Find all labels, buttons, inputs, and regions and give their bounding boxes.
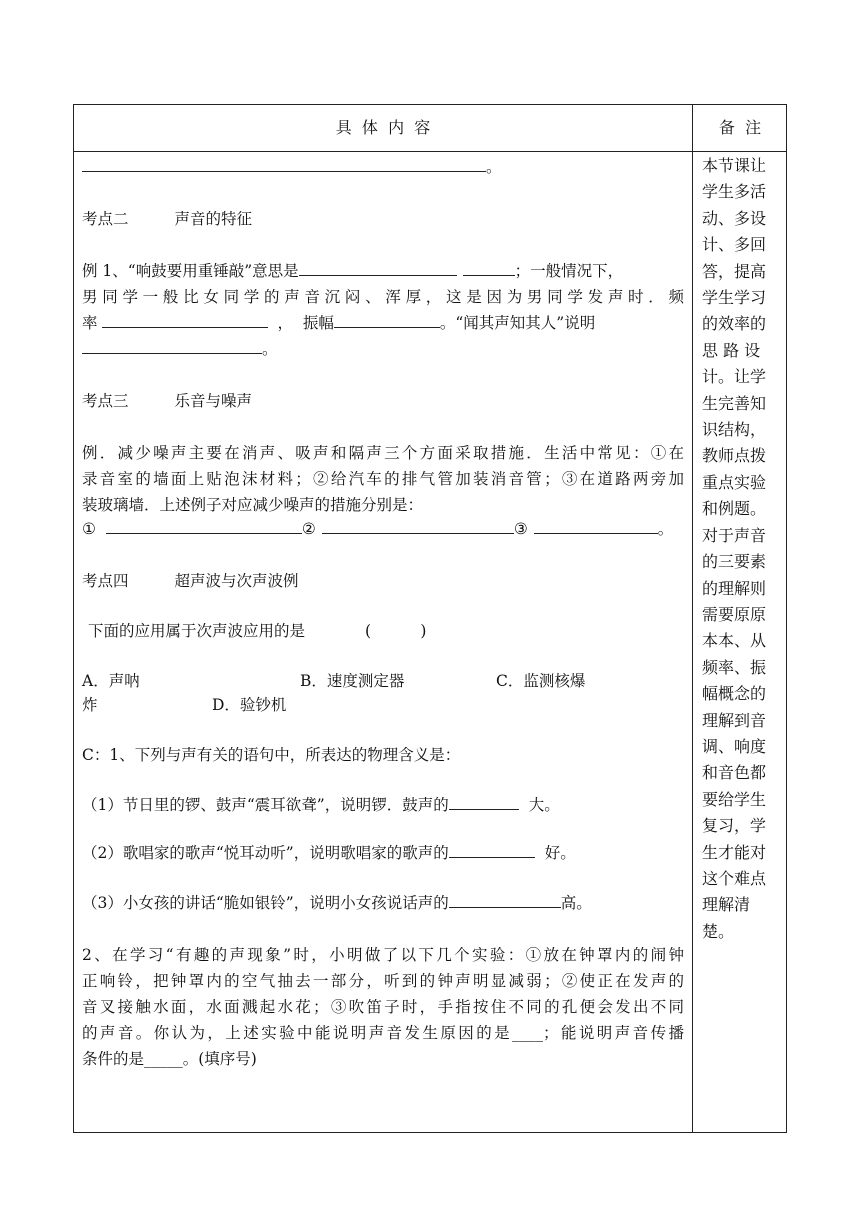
notes-cell <box>702 153 780 945</box>
note-line: 这个难点 <box>702 868 767 888</box>
note-line: 理解清 <box>702 895 751 915</box>
note-line: 和音色都 <box>702 763 767 783</box>
example1-line4: 。 <box>82 337 278 359</box>
section-heading-kp2: 考点二 声音的特征 <box>82 210 253 228</box>
problem2-line1: 2、在学习“有趣的声现象”时，小明做了以下几个实验：①放在钟罩内的闹钟 <box>82 946 684 964</box>
section-heading-kp3: 考点三 乐音与噪声 <box>82 392 253 410</box>
answer-line-continuation: 。 <box>82 155 502 177</box>
example1-line2: 男同学一般比女同学的声音沉闷、浑厚，这是因为男同学发声时．频 <box>82 288 684 306</box>
note-line: 本节课让 <box>702 156 767 175</box>
option-c: C．监测核爆 <box>496 672 586 690</box>
item-1: （1）节日里的锣、鼓声“震耳欲聋”，说明锣．鼓声的 大。 <box>82 796 560 814</box>
note-line: 重点实验 <box>702 472 767 492</box>
note-line: 答，提高 <box>702 261 767 281</box>
note-line: 识结构， <box>702 420 767 440</box>
note-line: 计、多回 <box>702 235 767 255</box>
notes-column-header: 备 注 <box>718 118 762 137</box>
question-stem: 下面的应用属于次声波应用的是 ( ) <box>88 622 427 640</box>
note-line: 理解到音 <box>702 710 767 730</box>
section-heading-kp4: 考点四 超声波与次声波例 <box>82 572 299 590</box>
example2-line2: 录音室的墙面上贴泡沫材料；②给汽车的排气管加装消音管；③在道路两旁加 <box>82 470 684 488</box>
option-b: B．速度测定器 <box>300 672 405 690</box>
c-section-heading: C：1、下列与声有关的语句中，所表达的物理含义是： <box>82 746 461 764</box>
note-line: 和例题。 <box>702 499 767 519</box>
problem2-line4: 的声音。你认为，上述实验中能说明声音发生原因的是____；能说明声音传播 <box>82 1024 684 1042</box>
note-line: 幅概念的 <box>702 684 767 704</box>
example2-answers: ① ② ③ 。 <box>82 520 674 538</box>
example2-line3: 装玻璃墙．上述例子对应减少噪声的措施分别是： <box>82 496 424 514</box>
option-c-continued: 炸 <box>82 696 98 714</box>
note-line: 的三要素 <box>702 552 767 572</box>
example2-line1: 例．减少噪声主要在消声、吸声和隔声三个方面采取措施．生活中常见：①在 <box>82 444 684 462</box>
problem2-line3: 音叉接触水面，水面溅起水花；③吹笛子时，手指按住不同的孔便会发出不同 <box>82 998 684 1016</box>
item-2: （2）歌唱家的歌声“悦耳动听”，说明歌唱家的歌声的 好。 <box>82 844 576 862</box>
note-line: 本本、从 <box>702 631 767 651</box>
note-line: 频率、振 <box>702 657 767 677</box>
option-d: D．验钞机 <box>212 696 287 714</box>
item-3: （3）小女孩的讲话“脆如银铃”，说明小女孩说话声的 高。 <box>82 894 592 912</box>
note-line: 生完善知 <box>702 393 767 413</box>
note-line: 复习，学 <box>702 816 767 836</box>
lesson-table <box>73 104 787 1133</box>
note-line: 的效率的 <box>702 314 767 334</box>
note-line: 教师点拨 <box>702 446 767 466</box>
note-line: 学生多活 <box>702 182 767 202</box>
note-line: 生才能对 <box>702 842 767 862</box>
answer-blank <box>82 157 486 172</box>
problem2-line2: 正响铃，把钟罩内的空气抽去一部分，听到的钟声明显减弱；②使正在发声的 <box>82 972 684 990</box>
example1-line3: 率 ， 振幅 。“闻其声知其人”说明 <box>82 314 596 332</box>
header-divider <box>74 151 786 152</box>
question-options-row1: A．声呐 <box>82 672 140 690</box>
note-line: 要给学生 <box>702 789 767 809</box>
note-line: 思 路 设 <box>702 340 761 360</box>
example1-line1: 例 1、“响鼓要用重锤敲”意思是 ；一般情况下， <box>82 262 624 280</box>
content-column-header: 具 体 内 容 <box>335 118 431 137</box>
note-line: 楚。 <box>702 921 735 941</box>
column-divider <box>692 105 693 1132</box>
note-line: 计。让学 <box>702 367 767 387</box>
note-line: 的理解则 <box>702 578 767 598</box>
note-line: 调、响度 <box>702 736 767 756</box>
note-line: 动、多设 <box>702 208 767 228</box>
note-line: 学生学习 <box>702 288 767 308</box>
note-line: 对于声音 <box>702 525 767 545</box>
problem2-line5: 条件的是_____。(填序号) <box>82 1050 257 1068</box>
note-line: 需要原原 <box>702 604 767 624</box>
